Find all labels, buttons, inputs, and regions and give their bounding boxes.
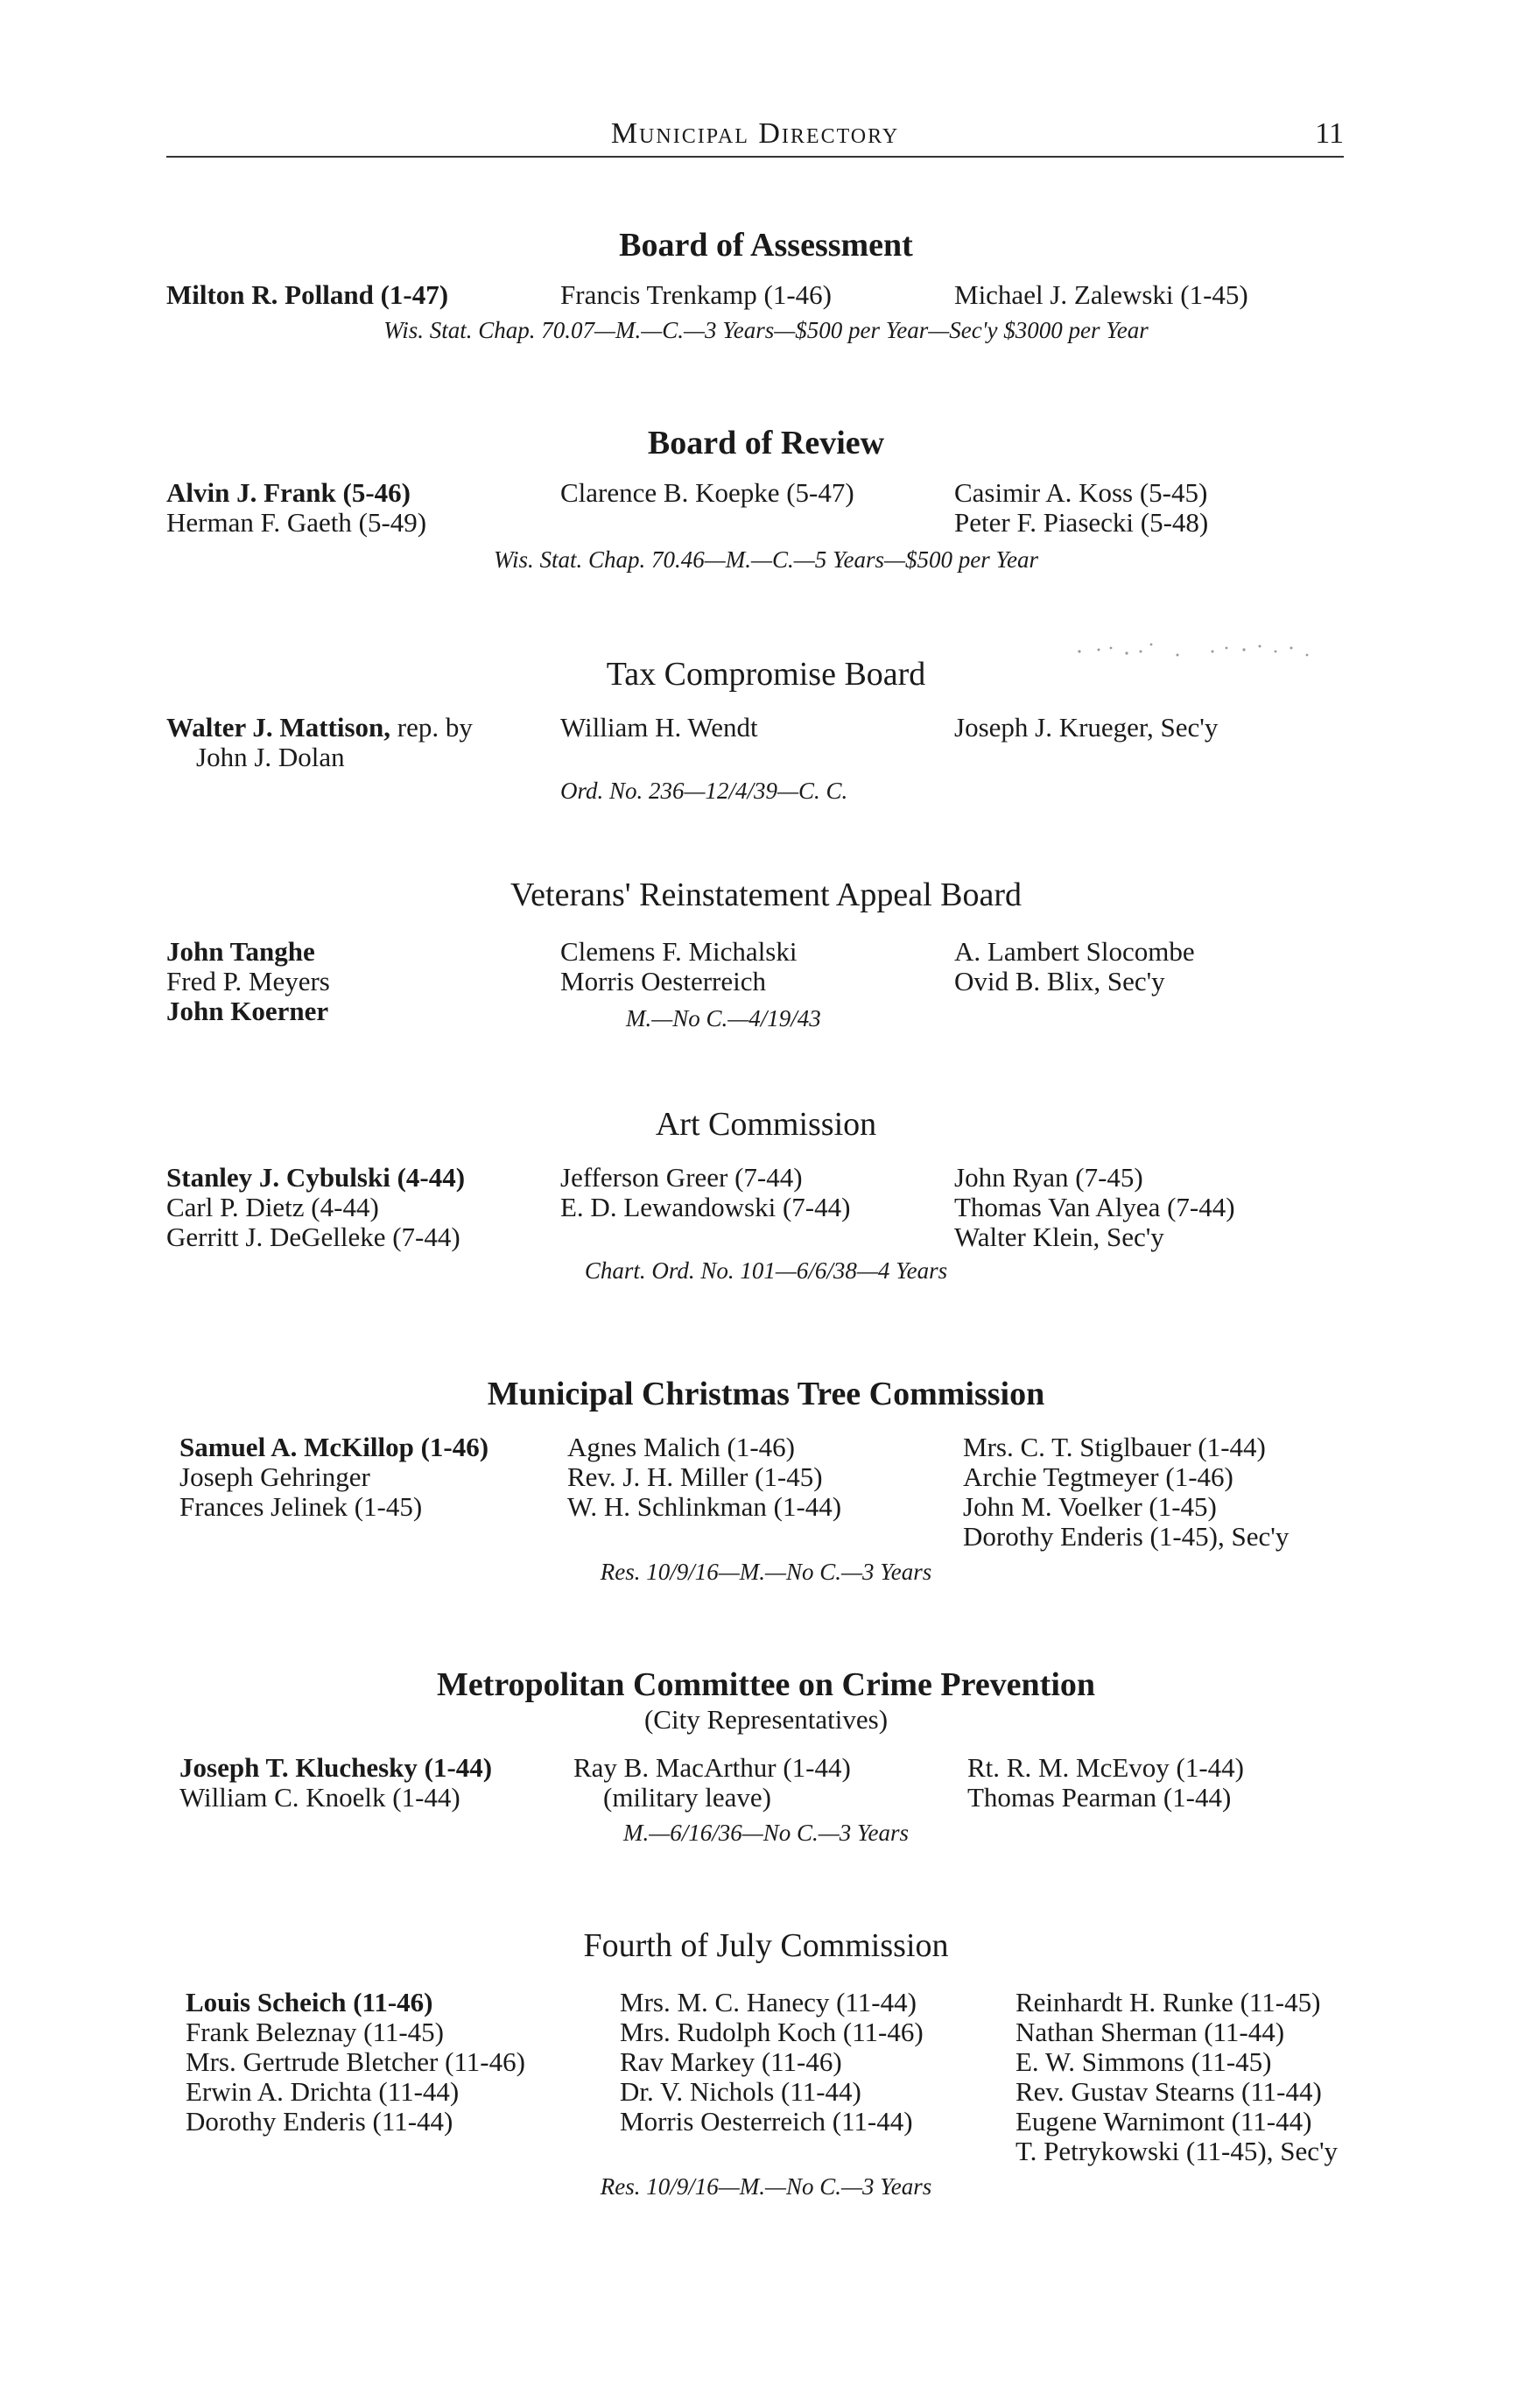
member-name: Rt. R. M. McEvoy (1-44) [967, 1752, 1245, 1783]
member-column-1 [166, 280, 448, 310]
member-name: Archie Tegtmeyer (1-46) [963, 1461, 1233, 1492]
section-subtitle: (City Representatives) [643, 1704, 889, 1735]
member-name: Francis Trenkamp (1-46) [560, 279, 832, 310]
member-name: Dorothy Enderis (1-45), Sec'y [963, 1521, 1290, 1552]
member-column-2 [573, 1753, 851, 1813]
section-title: Board of Review [647, 425, 885, 461]
member-name: Peter F. Piasecki (5-48) [954, 507, 1209, 538]
section-title: Veterans' Reinstatement Appeal Board [509, 877, 1023, 913]
member-name: E. W. Simmons (11-45) [1015, 2046, 1272, 2077]
member-column-3 [954, 937, 1195, 996]
member-name: Jefferson Greer (7-44) [560, 1162, 803, 1193]
member-name: John M. Voelker (1-45) [963, 1491, 1217, 1522]
statute-reference: Chart. Ord. No. 101—6/6/38—4 Years [584, 1257, 948, 1284]
member-name-bold: Walter J. Mattison, [166, 712, 391, 743]
member-name: Dorothy Enderis (11-44) [186, 2106, 453, 2137]
member-name: Stanley J. Cybulski (4-44) [166, 1162, 466, 1193]
section-title: Fourth of July Commission [583, 1927, 949, 1964]
member-column-3 [954, 280, 1248, 310]
member-name: Joseph T. Kluchesky (1-44) [179, 1752, 493, 1783]
member-name: Joseph Gehringer [179, 1461, 370, 1492]
member-name: (military leave) [603, 1782, 771, 1813]
member-name: Erwin A. Drichta (11-44) [186, 2076, 460, 2107]
member-name: Louis Scheich (11-46) [186, 1987, 433, 2017]
member-name: Alvin J. Frank (5-46) [166, 477, 411, 508]
member-name: Samuel A. McKillop (1-46) [179, 1432, 489, 1462]
member-name: W. H. Schlinkman (1-44) [567, 1491, 842, 1522]
member-name: Dr. V. Nichols (11-44) [620, 2076, 861, 2107]
member-column-3 [967, 1753, 1244, 1813]
member-name: John Ryan (7-45) [954, 1162, 1143, 1193]
member-name: E. D. Lewandowski (7-44) [560, 1192, 851, 1222]
member-column-1 [166, 937, 330, 1026]
member-column-1 [179, 1753, 492, 1813]
member-name: Mrs. Gertrude Bletcher (11-46) [186, 2046, 525, 2077]
section-title: Metropolitan Committee on Crime Prevention [436, 1666, 1096, 1703]
member-column-1 [166, 1163, 465, 1252]
section-title: Art Commission [655, 1106, 877, 1143]
member-column-3 [954, 1163, 1235, 1252]
member-name: A. Lambert Slocombe [954, 936, 1195, 967]
section-title: Board of Assessment [619, 227, 913, 264]
statute-reference: Res. 10/9/16—M.—No C.—3 Years [600, 1559, 932, 1585]
member-name: Morris Oesterreich (11-44) [620, 2106, 913, 2137]
member-name: Walter Klein, Sec'y [954, 1222, 1164, 1252]
member-name: Casimir A. Koss (5-45) [954, 477, 1208, 508]
section-title: Municipal Christmas Tree Commission [487, 1376, 1045, 1412]
member-column-3 [963, 1433, 1289, 1552]
member-name [166, 713, 473, 743]
member-column-1 [166, 478, 426, 538]
member-column-3 [954, 478, 1208, 538]
member-name: Morris Oesterreich [560, 966, 766, 996]
page-number: 11 [1315, 117, 1344, 150]
member-name: John Tanghe [166, 936, 315, 967]
member-name: William C. Knoelk (1-44) [179, 1782, 460, 1813]
member-name: Reinhardt H. Runke (11-45) [1015, 1987, 1321, 2017]
member-column-2 [560, 478, 854, 508]
running-title: Municipal Directory [610, 117, 900, 150]
member-name: Thomas Pearman (1-44) [967, 1782, 1232, 1813]
member-column-2 [560, 1163, 850, 1222]
member-name: Eugene Warnimont (11-44) [1015, 2106, 1312, 2137]
member-name: Herman F. Gaeth (5-49) [166, 507, 427, 538]
member-name: Michael J. Zalewski (1-45) [954, 279, 1248, 310]
member-name: T. Petrykowski (11-45), Sec'y [1015, 2136, 1339, 2166]
member-name: Ovid B. Blix, Sec'y [954, 966, 1165, 996]
member-name: Agnes Malich (1-46) [567, 1432, 795, 1462]
member-name: Mrs. M. C. Hanecy (11-44) [620, 1987, 917, 2017]
member-column-1 [166, 713, 473, 772]
member-column-2 [567, 1433, 841, 1522]
section-title: Tax Compromise Board [606, 656, 926, 693]
statute-reference: Wis. Stat. Chap. 70.46—M.—C.—5 Years—$500 per Year [493, 546, 1039, 573]
statute-reference: Res. 10/9/16—M.—No C.—3 Years [600, 2173, 932, 2200]
member-name: John Koerner [166, 996, 329, 1026]
statute-reference: Ord. No. 236—12/4/39—C. C. [560, 778, 848, 804]
member-column-3 [954, 713, 1218, 743]
member-name: John J. Dolan [196, 742, 345, 772]
member-name: Mrs. Rudolph Koch (11-46) [620, 2017, 924, 2047]
member-column-2 [560, 937, 797, 996]
member-name: Carl P. Dietz (4-44) [166, 1192, 379, 1222]
member-name: Gerritt J. DeGelleke (7-44) [166, 1222, 460, 1252]
member-name: Fred P. Meyers [166, 966, 330, 996]
member-name: Clarence B. Koepke (5-47) [560, 477, 854, 508]
member-name: Rev. Gustav Stearns (11-44) [1015, 2076, 1322, 2107]
member-name: Rav Markey (11-46) [620, 2046, 842, 2077]
member-name: Joseph J. Krueger, Sec'y [954, 712, 1219, 743]
member-column-3 [1015, 1988, 1338, 2166]
member-name: Nathan Sherman (11-44) [1015, 2017, 1285, 2047]
member-name: Milton R. Polland (1-47) [166, 279, 449, 310]
member-column-2 [620, 1988, 924, 2137]
member-name: Frances Jelinek (1-45) [179, 1491, 423, 1522]
member-name: William H. Wendt [560, 712, 758, 743]
member-column-1 [186, 1988, 525, 2137]
member-column-2 [560, 713, 758, 743]
statute-reference: Wis. Stat. Chap. 70.07—M.—C.—3 Years—$500 per Year—Sec'y $3000 per Year [383, 317, 1149, 343]
member-column-2 [560, 280, 832, 310]
statute-reference: M.—No C.—4/19/43 [626, 1005, 821, 1031]
member-name: Ray B. MacArthur (1-44) [573, 1752, 851, 1783]
member-name: Clemens F. Michalski [560, 936, 798, 967]
member-name: Thomas Van Alyea (7-44) [954, 1192, 1235, 1222]
member-name: Rev. J. H. Miller (1-45) [567, 1461, 823, 1492]
member-name: Mrs. C. T. Stiglbauer (1-44) [963, 1432, 1266, 1462]
page-header [166, 112, 1344, 158]
member-column-1 [179, 1433, 488, 1522]
statute-reference: M.—6/16/36—No C.—3 Years [622, 1820, 910, 1846]
member-name: Frank Beleznay (11-45) [186, 2017, 444, 2047]
member-name-rest: rep. by [390, 712, 473, 743]
